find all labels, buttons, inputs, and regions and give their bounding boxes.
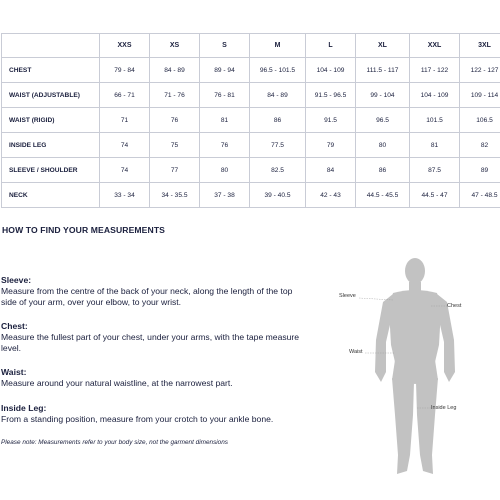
waist-figure-label: Waist (349, 349, 363, 355)
table-cell: 81 (410, 133, 460, 158)
size-header: M (250, 34, 306, 58)
size-chart-table (1, 33, 500, 208)
table-cell: 111.5 - 117 (356, 58, 410, 83)
table-row-neck (2, 183, 500, 208)
table-cell: 71 - 76 (150, 83, 200, 108)
table-cell: 80 (200, 158, 250, 183)
table-cell: 77.5 (250, 133, 306, 158)
table-cell: 84 - 89 (250, 83, 306, 108)
table-cell: 82 (460, 133, 500, 158)
waist-heading: Waist: (1, 367, 27, 377)
row-label: INSIDE LEG (2, 133, 100, 158)
table-cell: 89 - 94 (200, 58, 250, 83)
table-cell: 66 - 71 (100, 83, 150, 108)
human-silhouette-icon (335, 250, 500, 480)
table-cell: 106.5 (460, 108, 500, 133)
table-cell: 80 (356, 133, 410, 158)
table-cell: 79 - 84 (100, 58, 150, 83)
waist-instructions (1, 367, 301, 389)
table-cell: 44.5 - 45.5 (356, 183, 410, 208)
size-header: XS (150, 34, 200, 58)
table-cell: 104 - 109 (306, 58, 356, 83)
size-header: XL (356, 34, 410, 58)
row-label: CHEST (2, 58, 100, 83)
inside-leg-figure-label: Inside Leg (431, 405, 457, 411)
size-header: 3XL (460, 34, 500, 58)
table-cell: 99 - 104 (356, 83, 410, 108)
size-header-row (2, 34, 500, 58)
sleeve-heading: Sleeve: (1, 275, 32, 285)
table-cell: 44.5 - 47 (410, 183, 460, 208)
table-cell: 71 (100, 108, 150, 133)
table-cell: 39 - 40.5 (250, 183, 306, 208)
inside-leg-heading: Inside Leg: (1, 403, 47, 413)
waist-text: Measure around your natural waistline, at the narrowest part. (1, 378, 233, 388)
row-label: WAIST (RIGID) (2, 108, 100, 133)
sleeve-figure-label: Sleeve (339, 293, 356, 299)
table-cell: 79 (306, 133, 356, 158)
table-cell: 34 - 35.5 (150, 183, 200, 208)
measurement-note: Please note: Measurements refer to your body size, not the garment dimensions (1, 439, 228, 446)
table-cell: 87.5 (410, 158, 460, 183)
table-cell: 101.5 (410, 108, 460, 133)
table-cell: 47 - 48.5 (460, 183, 500, 208)
row-label: WAIST (ADJUSTABLE) (2, 83, 100, 108)
table-cell: 77 (150, 158, 200, 183)
size-header: XXL (410, 34, 460, 58)
table-cell: 76 (150, 108, 200, 133)
size-header: XXS (100, 34, 150, 58)
table-cell: 91.5 (306, 108, 356, 133)
table-cell: 122 - 127 (460, 58, 500, 83)
table-cell: 96.5 - 101.5 (250, 58, 306, 83)
body-measurement-figure (335, 250, 500, 480)
table-cell: 81 (200, 108, 250, 133)
table-row-inside-leg (2, 133, 500, 158)
table-cell: 37 - 38 (200, 183, 250, 208)
table-cell: 84 (306, 158, 356, 183)
chest-instructions (1, 321, 301, 354)
table-cell: 109 - 114 (460, 83, 500, 108)
measurements-guide-title: HOW TO FIND YOUR MEASUREMENTS (2, 225, 166, 235)
table-cell: 76 (200, 133, 250, 158)
sleeve-text: Measure from the centre of the back of your neck, along the length of the top side of your arm, over your elbow, to your wrist. (1, 286, 293, 307)
inside-leg-instructions (1, 403, 301, 425)
table-cell: 74 (100, 158, 150, 183)
chest-text: Measure the fullest part of your chest, under your arms, with the tape measure level. (1, 332, 300, 353)
sleeve-instructions (1, 275, 301, 308)
chest-heading: Chest: (1, 321, 28, 331)
table-cell: 82.5 (250, 158, 306, 183)
table-cell: 33 - 34 (100, 183, 150, 208)
table-row-sleeve-shoulder (2, 158, 500, 183)
header-empty-cell (2, 34, 100, 58)
row-label: NECK (2, 183, 100, 208)
table-cell: 74 (100, 133, 150, 158)
size-header: S (200, 34, 250, 58)
chest-figure-label: Chest (447, 303, 462, 309)
table-cell: 42 - 43 (306, 183, 356, 208)
table-cell: 86 (356, 158, 410, 183)
row-label: SLEEVE / SHOULDER (2, 158, 100, 183)
table-cell: 89 (460, 158, 500, 183)
table-cell: 104 - 109 (410, 83, 460, 108)
table-cell: 84 - 89 (150, 58, 200, 83)
table-row-chest (2, 58, 500, 83)
table-cell: 117 - 122 (410, 58, 460, 83)
table-cell: 91.5 - 96.5 (306, 83, 356, 108)
table-cell: 76 - 81 (200, 83, 250, 108)
table-cell: 75 (150, 133, 200, 158)
inside-leg-text: From a standing position, measure from your crotch to your ankle bone. (1, 414, 274, 424)
size-header: L (306, 34, 356, 58)
table-row-waist-rigid (2, 108, 500, 133)
table-cell: 96.5 (356, 108, 410, 133)
table-cell: 86 (250, 108, 306, 133)
table-row-waist-adjustable (2, 83, 500, 108)
